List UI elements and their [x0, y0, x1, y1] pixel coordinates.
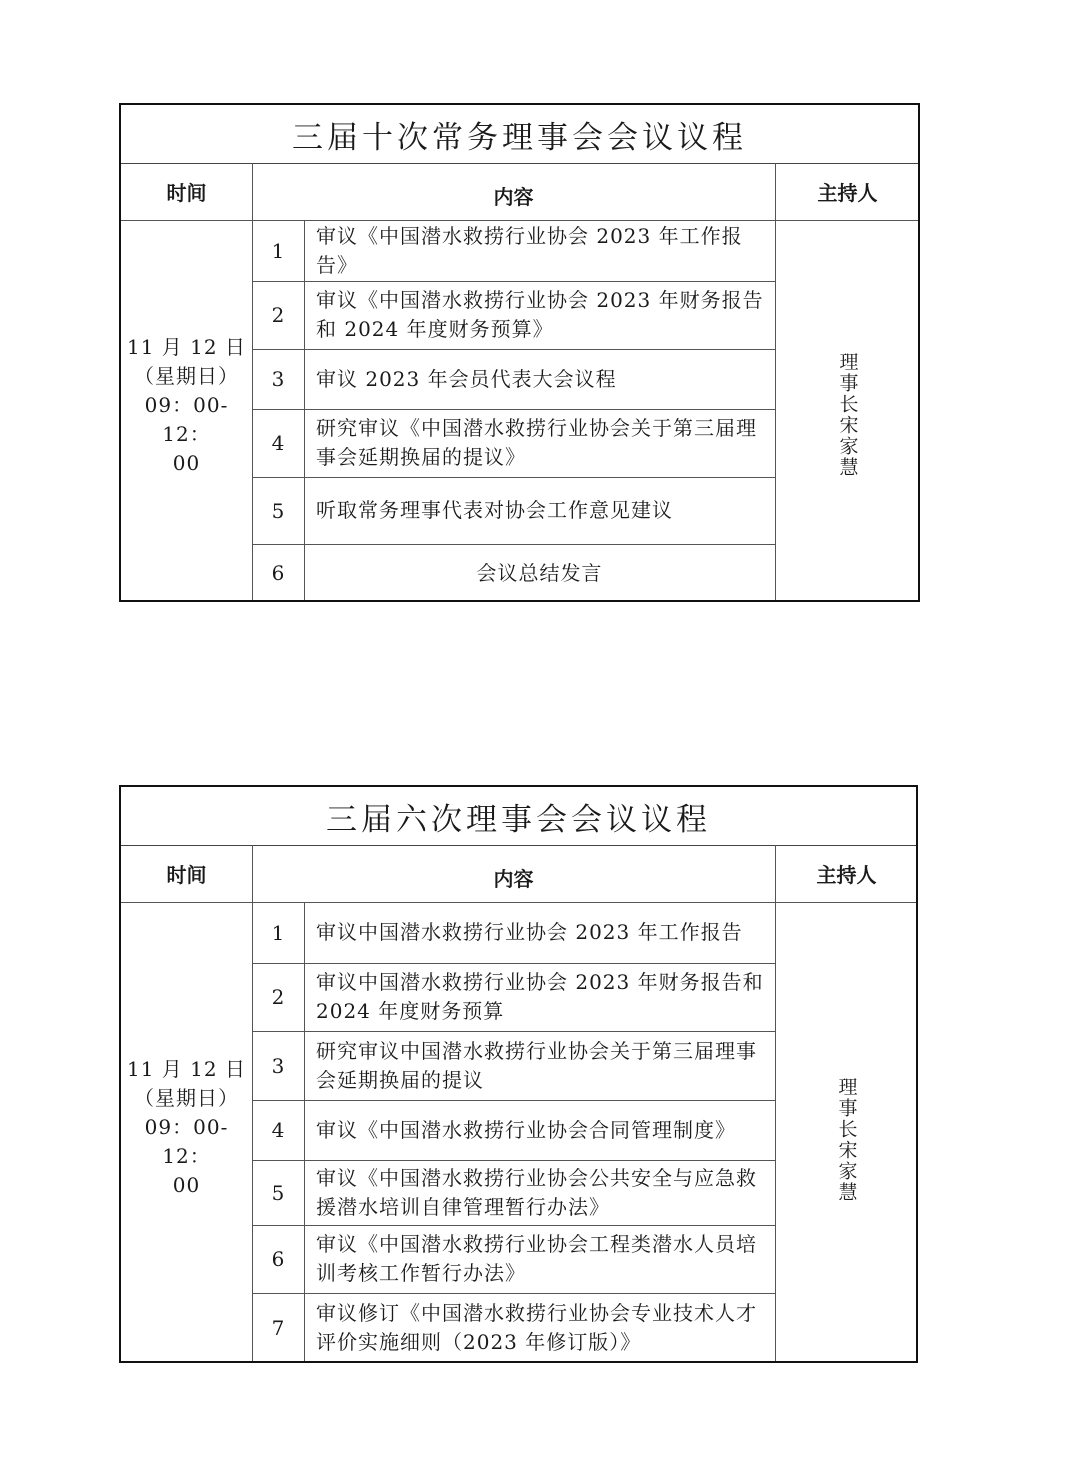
- item-text: 听取常务理事代表对协会工作意见建议: [316, 498, 673, 522]
- item-text: 研究审议中国潜水救捞行业协会关于第三届理事会延期换届的提议: [316, 1038, 757, 1092]
- item-text: 审议中国潜水救捞行业协会 2023 年财务报告和 2024 年度财务预算: [316, 970, 764, 1023]
- item-number: 2: [271, 985, 285, 1009]
- item-text: 审议《中国潜水救捞行业协会合同管理制度》: [316, 1117, 736, 1142]
- meeting-host: [775, 1055, 918, 1225]
- item-text: 审议 2023 年会员代表大会议程: [316, 366, 617, 391]
- meeting-weekday: （星期日）: [134, 363, 239, 388]
- item-text: 审议修订《中国潜水救捞行业协会专业技术人才评价实施细则（2023 年修订版）》: [316, 1301, 757, 1354]
- item-text: 审议《中国潜水救捞行业协会 2023 年财务报告和 2024 年度财务预算》: [316, 288, 764, 341]
- item-number: 3: [271, 367, 285, 391]
- header-content: 内容: [493, 867, 534, 891]
- header-host: 主持人: [816, 863, 877, 887]
- meeting-hours: 09：00-12：: [144, 1114, 229, 1168]
- item-number: 1: [271, 238, 285, 263]
- item-text: 审议《中国潜水救捞行业协会工程类潜水人员培训考核工作暂行办法》: [316, 1232, 757, 1285]
- item-text: 研究审议《中国潜水救捞行业协会关于第三届理事会延期换届的提议》: [316, 416, 757, 469]
- meeting-date: 11 月 12 日: [127, 334, 246, 359]
- agenda-table-1: [119, 103, 920, 602]
- meeting-hours-cont: 00: [172, 450, 201, 475]
- meeting-hours: 09：00-12：: [144, 392, 229, 446]
- item-number: 6: [271, 561, 285, 585]
- header-time: 时间: [166, 181, 207, 205]
- agenda-title: 三届十次常务理事会会议议程: [121, 105, 918, 164]
- meeting-hours-cont: 00: [172, 1172, 201, 1197]
- item-number: 5: [271, 498, 285, 523]
- item-text: 审议《中国潜水救捞行业协会 2023 年工作报告》: [316, 223, 743, 277]
- meeting-date: 11 月 12 日: [127, 1056, 246, 1081]
- agenda-table-2: [119, 785, 918, 1363]
- item-number: 5: [271, 1180, 285, 1205]
- item-text: 会议总结发言: [476, 560, 603, 585]
- item-text: 审议《中国潜水救捞行业协会公共安全与应急救援潜水培训自律管理暂行办法》: [316, 1165, 757, 1219]
- item-number: 7: [271, 1316, 285, 1340]
- agenda-title: 三届六次理事会会议议程: [121, 787, 916, 846]
- item-number: 4: [271, 431, 285, 455]
- host-name: 理事长宋家慧: [836, 352, 859, 478]
- item-number: 1: [271, 920, 285, 945]
- item-number: 2: [271, 303, 285, 327]
- item-text: 审议中国潜水救捞行业协会 2023 年工作报告: [316, 920, 743, 944]
- meeting-time: [121, 1056, 252, 1197]
- meeting-weekday: （星期日）: [134, 1085, 239, 1110]
- meeting-time: [121, 334, 252, 475]
- header-content: 内容: [493, 185, 534, 209]
- header-host: 主持人: [817, 181, 878, 205]
- item-number: 3: [271, 1053, 285, 1078]
- header-time: 时间: [166, 863, 207, 887]
- item-number: 6: [271, 1247, 285, 1271]
- host-name: 理事长宋家慧: [835, 1077, 858, 1203]
- meeting-host: [775, 335, 920, 495]
- item-number: 4: [271, 1118, 285, 1142]
